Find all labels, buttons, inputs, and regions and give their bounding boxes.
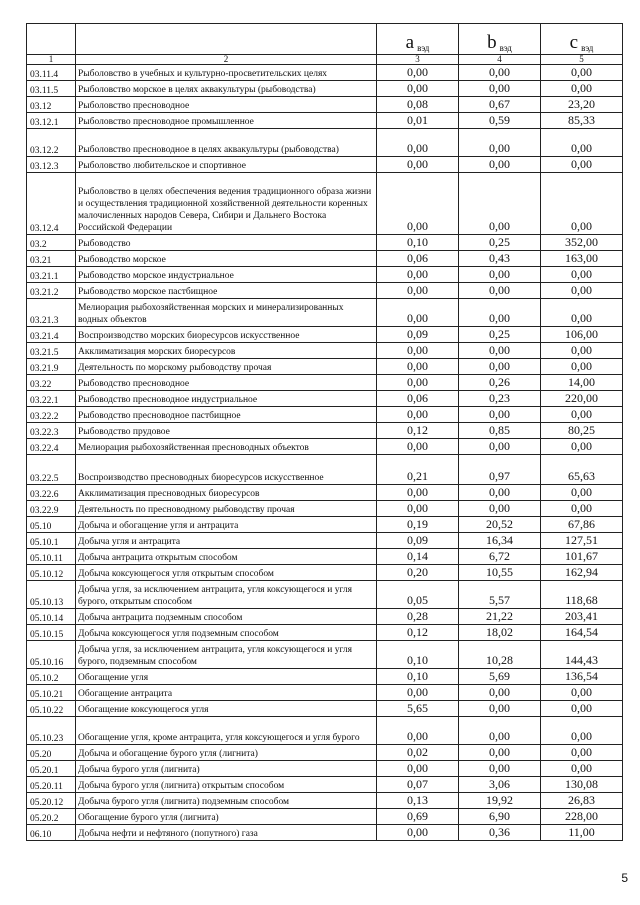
value-c-cell: 162,94 <box>541 565 623 581</box>
value-a-cell: 0,00 <box>377 407 459 423</box>
table-body <box>27 65 623 841</box>
activity-name-cell: Обогащение угля <box>76 669 377 685</box>
value-a-cell: 0,00 <box>377 761 459 777</box>
value-b-cell: 0,59 <box>459 113 541 129</box>
table-row <box>27 581 623 609</box>
table-row <box>27 745 623 761</box>
value-b-cell: 0,00 <box>459 701 541 717</box>
activity-code-cell: 03.21.5 <box>27 343 76 359</box>
column-number-row <box>27 55 623 65</box>
value-b-cell: 5,57 <box>459 581 541 609</box>
activity-name-cell: Добыча и обогащение бурого угля (лигнита) <box>76 745 377 761</box>
activity-code-cell: 05.10.1 <box>27 533 76 549</box>
value-b-cell: 0,00 <box>459 65 541 81</box>
activity-code-cell: 05.20.2 <box>27 809 76 825</box>
value-c-cell: 106,00 <box>541 327 623 343</box>
value-c-cell: 127,51 <box>541 533 623 549</box>
header-col-a-label: а <box>405 32 415 53</box>
value-a-cell: 0,00 <box>377 485 459 501</box>
value-b-cell: 10,55 <box>459 565 541 581</box>
value-b-cell: 5,69 <box>459 669 541 685</box>
table-row <box>27 669 623 685</box>
activity-name-cell: Рыболовство в учебных и культурно-просветительских целях <box>76 65 377 81</box>
value-b-cell: 21,22 <box>459 609 541 625</box>
table-row <box>27 251 623 267</box>
value-c-cell: 0,00 <box>541 343 623 359</box>
header-code-cell <box>27 24 76 55</box>
activity-name-cell: Акклиматизация морских биоресурсов <box>76 343 377 359</box>
activity-code-cell: 03.12.3 <box>27 157 76 173</box>
value-a-cell: 0,06 <box>377 391 459 407</box>
activity-code-cell: 03.21.1 <box>27 267 76 283</box>
activity-name-cell: Рыбоводство морское индустриальное <box>76 267 377 283</box>
table-row <box>27 793 623 809</box>
value-b-cell: 6,90 <box>459 809 541 825</box>
activity-name-cell: Деятельность по морскому рыбоводству прочая <box>76 359 377 375</box>
activity-code-cell: 03.22.4 <box>27 439 76 455</box>
activity-name-cell: Добыча угля, за исключением антрацита, угля коксующегося и угля бурого, открытым способом <box>76 581 377 609</box>
value-b-cell: 6,72 <box>459 549 541 565</box>
value-a-cell: 0,12 <box>377 423 459 439</box>
value-b-cell: 0,00 <box>459 267 541 283</box>
value-c-cell: 144,43 <box>541 641 623 669</box>
value-b-cell: 0,00 <box>459 485 541 501</box>
activity-code-cell: 05.10.2 <box>27 669 76 685</box>
value-c-cell: 0,00 <box>541 439 623 455</box>
activity-code-cell: 05.10.12 <box>27 565 76 581</box>
header-col-a <box>377 24 459 55</box>
value-c-cell: 101,67 <box>541 549 623 565</box>
value-c-cell: 0,00 <box>541 685 623 701</box>
activity-name-cell: Рыболовство в целях обеспечения ведения традиционного образа жизни и осуществления традиционной хозяйственной деятельности коренных малочисленных народов Севера, Сибири и Дальнего Востока Российской Федерации <box>76 173 377 235</box>
value-a-cell: 0,01 <box>377 113 459 129</box>
activity-code-cell: 05.10.21 <box>27 685 76 701</box>
value-a-cell: 0,21 <box>377 455 459 485</box>
header-name-cell <box>76 24 377 55</box>
value-a-cell: 0,00 <box>377 267 459 283</box>
activity-name-cell: Добыча антрацита открытым способом <box>76 549 377 565</box>
activity-code-cell: 03.12.4 <box>27 173 76 235</box>
header-col-c-sub: вэд <box>581 43 594 53</box>
activity-code-cell: 03.22.2 <box>27 407 76 423</box>
value-b-cell: 0,85 <box>459 423 541 439</box>
value-a-cell: 0,00 <box>377 173 459 235</box>
table-row <box>27 761 623 777</box>
activity-code-cell: 05.10.13 <box>27 581 76 609</box>
value-b-cell: 18,02 <box>459 625 541 641</box>
activity-name-cell: Рыбоводство пресноводное пастбищное <box>76 407 377 423</box>
value-a-cell: 5,65 <box>377 701 459 717</box>
value-b-cell: 0,26 <box>459 375 541 391</box>
table-row <box>27 299 623 327</box>
table-row <box>27 359 623 375</box>
value-b-cell: 0,00 <box>459 129 541 157</box>
activity-code-cell: 05.20.12 <box>27 793 76 809</box>
value-a-cell: 0,00 <box>377 65 459 81</box>
table-row <box>27 407 623 423</box>
value-c-cell: 0,00 <box>541 745 623 761</box>
value-c-cell: 14,00 <box>541 375 623 391</box>
table-row <box>27 809 623 825</box>
activity-code-cell: 03.12.2 <box>27 129 76 157</box>
activity-name-cell: Деятельность по пресноводному рыбоводству прочая <box>76 501 377 517</box>
value-c-cell: 130,08 <box>541 777 623 793</box>
value-a-cell: 0,08 <box>377 97 459 113</box>
value-a-cell: 0,09 <box>377 327 459 343</box>
activity-code-cell: 05.10.23 <box>27 717 76 745</box>
column-number-4: 4 <box>459 55 541 65</box>
activity-code-cell: 05.10.15 <box>27 625 76 641</box>
value-a-cell: 0,00 <box>377 283 459 299</box>
table-row <box>27 65 623 81</box>
header-col-c-label: с <box>569 32 579 53</box>
value-c-cell: 67,86 <box>541 517 623 533</box>
column-number-1: 1 <box>27 55 76 65</box>
activity-name-cell: Обогащение антрацита <box>76 685 377 701</box>
value-a-cell: 0,00 <box>377 717 459 745</box>
value-b-cell: 0,00 <box>459 283 541 299</box>
value-a-cell: 0,02 <box>377 745 459 761</box>
activity-code-cell: 03.22.3 <box>27 423 76 439</box>
value-a-cell: 0,06 <box>377 251 459 267</box>
value-c-cell: 26,83 <box>541 793 623 809</box>
value-a-cell: 0,69 <box>377 809 459 825</box>
table-row <box>27 609 623 625</box>
table-row <box>27 343 623 359</box>
activity-code-cell: 03.22.6 <box>27 485 76 501</box>
activity-code-cell: 03.11.4 <box>27 65 76 81</box>
value-b-cell: 10,28 <box>459 641 541 669</box>
value-c-cell: 23,20 <box>541 97 623 113</box>
activity-code-cell: 03.22.1 <box>27 391 76 407</box>
value-b-cell: 19,92 <box>459 793 541 809</box>
value-c-cell: 0,00 <box>541 65 623 81</box>
value-c-cell: 0,00 <box>541 267 623 283</box>
value-c-cell: 0,00 <box>541 129 623 157</box>
activity-name-cell: Рыбоводство пресноводное индустриальное <box>76 391 377 407</box>
activity-name-cell: Мелиорация рыбохозяйственная пресноводных объектов <box>76 439 377 455</box>
activity-code-cell: 03.22.9 <box>27 501 76 517</box>
value-b-cell: 0,00 <box>459 407 541 423</box>
activity-code-cell: 05.20 <box>27 745 76 761</box>
table-row <box>27 777 623 793</box>
table-row <box>27 717 623 745</box>
value-a-cell: 0,12 <box>377 625 459 641</box>
activity-code-cell: 05.10.11 <box>27 549 76 565</box>
table-row <box>27 701 623 717</box>
value-c-cell: 85,33 <box>541 113 623 129</box>
table-row <box>27 235 623 251</box>
activity-name-cell: Рыболовство любительское и спортивное <box>76 157 377 173</box>
activity-name-cell: Воспроизводство морских биоресурсов искусственное <box>76 327 377 343</box>
value-b-cell: 0,00 <box>459 81 541 97</box>
activity-name-cell: Добыча коксующегося угля подземным способом <box>76 625 377 641</box>
value-a-cell: 0,00 <box>377 825 459 841</box>
activity-name-cell: Добыча угля и антрацита <box>76 533 377 549</box>
activity-name-cell: Рыболовство пресноводное промышленное <box>76 113 377 129</box>
value-c-cell: 0,00 <box>541 701 623 717</box>
value-b-cell: 0,00 <box>459 439 541 455</box>
value-b-cell: 0,36 <box>459 825 541 841</box>
activity-code-cell: 03.21 <box>27 251 76 267</box>
activity-code-cell: 05.20.1 <box>27 761 76 777</box>
value-c-cell: 164,54 <box>541 625 623 641</box>
value-a-cell: 0,00 <box>377 157 459 173</box>
value-a-cell: 0,10 <box>377 669 459 685</box>
table-row <box>27 549 623 565</box>
value-a-cell: 0,00 <box>377 685 459 701</box>
column-number-2: 2 <box>76 55 377 65</box>
table-row <box>27 485 623 501</box>
activity-code-cell: 03.21.4 <box>27 327 76 343</box>
table-row <box>27 625 623 641</box>
activity-code-cell: 03.22.5 <box>27 455 76 485</box>
activity-name-cell: Рыболовство морское в целях аквакультуры (рыбоводства) <box>76 81 377 97</box>
table-row <box>27 113 623 129</box>
activity-name-cell: Добыча бурого угля (лигнита) <box>76 761 377 777</box>
activity-name-cell: Обогащение коксующегося угля <box>76 701 377 717</box>
value-c-cell: 0,00 <box>541 717 623 745</box>
value-a-cell: 0,09 <box>377 533 459 549</box>
value-c-cell: 352,00 <box>541 235 623 251</box>
page-number: 5 <box>621 871 628 885</box>
activity-name-cell: Рыбоводство морское <box>76 251 377 267</box>
activity-name-cell: Добыча коксующегося угля открытым способом <box>76 565 377 581</box>
activity-name-cell: Мелиорация рыбохозяйственная морских и минерализированных водных объектов <box>76 299 377 327</box>
table-row <box>27 173 623 235</box>
header-col-b-label: b <box>487 32 497 53</box>
activity-name-cell: Добыча бурого угля (лигнита) подземным способом <box>76 793 377 809</box>
table-row <box>27 565 623 581</box>
activity-code-cell: 03.12 <box>27 97 76 113</box>
activity-code-cell: 06.10 <box>27 825 76 841</box>
value-c-cell: 0,00 <box>541 761 623 777</box>
value-c-cell: 118,68 <box>541 581 623 609</box>
value-c-cell: 0,00 <box>541 485 623 501</box>
value-a-cell: 0,14 <box>377 549 459 565</box>
table-row <box>27 641 623 669</box>
table-row <box>27 157 623 173</box>
value-c-cell: 0,00 <box>541 359 623 375</box>
value-b-cell: 0,67 <box>459 97 541 113</box>
value-b-cell: 16,34 <box>459 533 541 549</box>
table-row <box>27 327 623 343</box>
activity-name-cell: Акклиматизация пресноводных биоресурсов <box>76 485 377 501</box>
value-b-cell: 0,43 <box>459 251 541 267</box>
value-b-cell: 0,00 <box>459 359 541 375</box>
value-c-cell: 0,00 <box>541 407 623 423</box>
activity-code-cell: 05.10 <box>27 517 76 533</box>
table-row <box>27 391 623 407</box>
activity-name-cell: Рыбоводство <box>76 235 377 251</box>
coefficients-table <box>26 23 623 841</box>
header-col-a-sub: вэд <box>417 43 430 53</box>
activity-code-cell: 03.21.3 <box>27 299 76 327</box>
value-a-cell: 0,00 <box>377 439 459 455</box>
activity-code-cell: 05.10.14 <box>27 609 76 625</box>
value-b-cell: 0,00 <box>459 299 541 327</box>
activity-name-cell: Добыча антрацита подземным способом <box>76 609 377 625</box>
activity-name-cell: Добыча нефти и нефтяного (попутного) газа <box>76 825 377 841</box>
value-c-cell: 0,00 <box>541 283 623 299</box>
value-a-cell: 0,10 <box>377 235 459 251</box>
value-b-cell: 0,00 <box>459 173 541 235</box>
activity-code-cell: 03.22 <box>27 375 76 391</box>
header-col-b <box>459 24 541 55</box>
activity-name-cell: Воспроизводство пресноводных биоресурсов искусственное <box>76 455 377 485</box>
table-row <box>27 501 623 517</box>
value-b-cell: 20,52 <box>459 517 541 533</box>
value-a-cell: 0,13 <box>377 793 459 809</box>
table-row <box>27 455 623 485</box>
activity-code-cell: 03.21.2 <box>27 283 76 299</box>
value-c-cell: 0,00 <box>541 81 623 97</box>
header-row <box>27 24 623 55</box>
value-a-cell: 0,19 <box>377 517 459 533</box>
activity-code-cell: 05.20.11 <box>27 777 76 793</box>
value-c-cell: 136,54 <box>541 669 623 685</box>
table-row <box>27 129 623 157</box>
value-c-cell: 163,00 <box>541 251 623 267</box>
value-c-cell: 0,00 <box>541 173 623 235</box>
value-a-cell: 0,00 <box>377 501 459 517</box>
table-row <box>27 423 623 439</box>
value-b-cell: 0,00 <box>459 761 541 777</box>
value-c-cell: 11,00 <box>541 825 623 841</box>
activity-name-cell: Рыболовство пресноводное <box>76 97 377 113</box>
value-b-cell: 3,06 <box>459 777 541 793</box>
activity-name-cell: Рыбоводство прудовое <box>76 423 377 439</box>
value-b-cell: 0,97 <box>459 455 541 485</box>
header-col-b-sub: вэд <box>499 43 512 53</box>
column-number-5: 5 <box>541 55 623 65</box>
value-a-cell: 0,00 <box>377 81 459 97</box>
activity-name-cell: Добыча угля, за исключением антрацита, угля коксующегося и угля бурого, подземным способом <box>76 641 377 669</box>
value-a-cell: 0,05 <box>377 581 459 609</box>
activity-name-cell: Рыболовство пресноводное в целях аквакультуры (рыбоводства) <box>76 129 377 157</box>
table-row <box>27 439 623 455</box>
header-col-c <box>541 24 623 55</box>
table-header <box>27 24 623 65</box>
table-row <box>27 267 623 283</box>
activity-name-cell: Обогащение угля, кроме антрацита, угля коксующегося и угля бурого <box>76 717 377 745</box>
table-row <box>27 97 623 113</box>
activity-name-cell: Рыбоводство морское пастбищное <box>76 283 377 299</box>
table-row <box>27 283 623 299</box>
activity-name-cell: Рыбоводство пресноводное <box>76 375 377 391</box>
table-row <box>27 533 623 549</box>
table-row <box>27 375 623 391</box>
value-a-cell: 0,28 <box>377 609 459 625</box>
value-a-cell: 0,07 <box>377 777 459 793</box>
value-c-cell: 80,25 <box>541 423 623 439</box>
value-a-cell: 0,10 <box>377 641 459 669</box>
value-c-cell: 0,00 <box>541 157 623 173</box>
activity-code-cell: 05.10.22 <box>27 701 76 717</box>
value-b-cell: 0,00 <box>459 717 541 745</box>
table-row <box>27 685 623 701</box>
value-a-cell: 0,00 <box>377 343 459 359</box>
value-c-cell: 65,63 <box>541 455 623 485</box>
column-number-3: 3 <box>377 55 459 65</box>
value-a-cell: 0,00 <box>377 375 459 391</box>
value-a-cell: 0,00 <box>377 129 459 157</box>
table-row <box>27 825 623 841</box>
value-c-cell: 228,00 <box>541 809 623 825</box>
activity-code-cell: 05.10.16 <box>27 641 76 669</box>
value-b-cell: 0,00 <box>459 157 541 173</box>
activity-code-cell: 03.21.9 <box>27 359 76 375</box>
table-row <box>27 81 623 97</box>
value-a-cell: 0,20 <box>377 565 459 581</box>
activity-name-cell: Добыча и обогащение угля и антрацита <box>76 517 377 533</box>
activity-code-cell: 03.12.1 <box>27 113 76 129</box>
value-b-cell: 0,00 <box>459 343 541 359</box>
table-row <box>27 517 623 533</box>
value-b-cell: 0,00 <box>459 501 541 517</box>
value-c-cell: 0,00 <box>541 501 623 517</box>
value-c-cell: 203,41 <box>541 609 623 625</box>
value-b-cell: 0,25 <box>459 327 541 343</box>
value-b-cell: 0,00 <box>459 685 541 701</box>
value-c-cell: 220,00 <box>541 391 623 407</box>
activity-code-cell: 03.2 <box>27 235 76 251</box>
value-b-cell: 0,00 <box>459 745 541 761</box>
value-b-cell: 0,25 <box>459 235 541 251</box>
activity-code-cell: 03.11.5 <box>27 81 76 97</box>
activity-name-cell: Обогащение бурого угля (лигнита) <box>76 809 377 825</box>
value-a-cell: 0,00 <box>377 299 459 327</box>
value-a-cell: 0,00 <box>377 359 459 375</box>
value-c-cell: 0,00 <box>541 299 623 327</box>
activity-name-cell: Добыча бурого угля (лигнита) открытым способом <box>76 777 377 793</box>
value-b-cell: 0,23 <box>459 391 541 407</box>
